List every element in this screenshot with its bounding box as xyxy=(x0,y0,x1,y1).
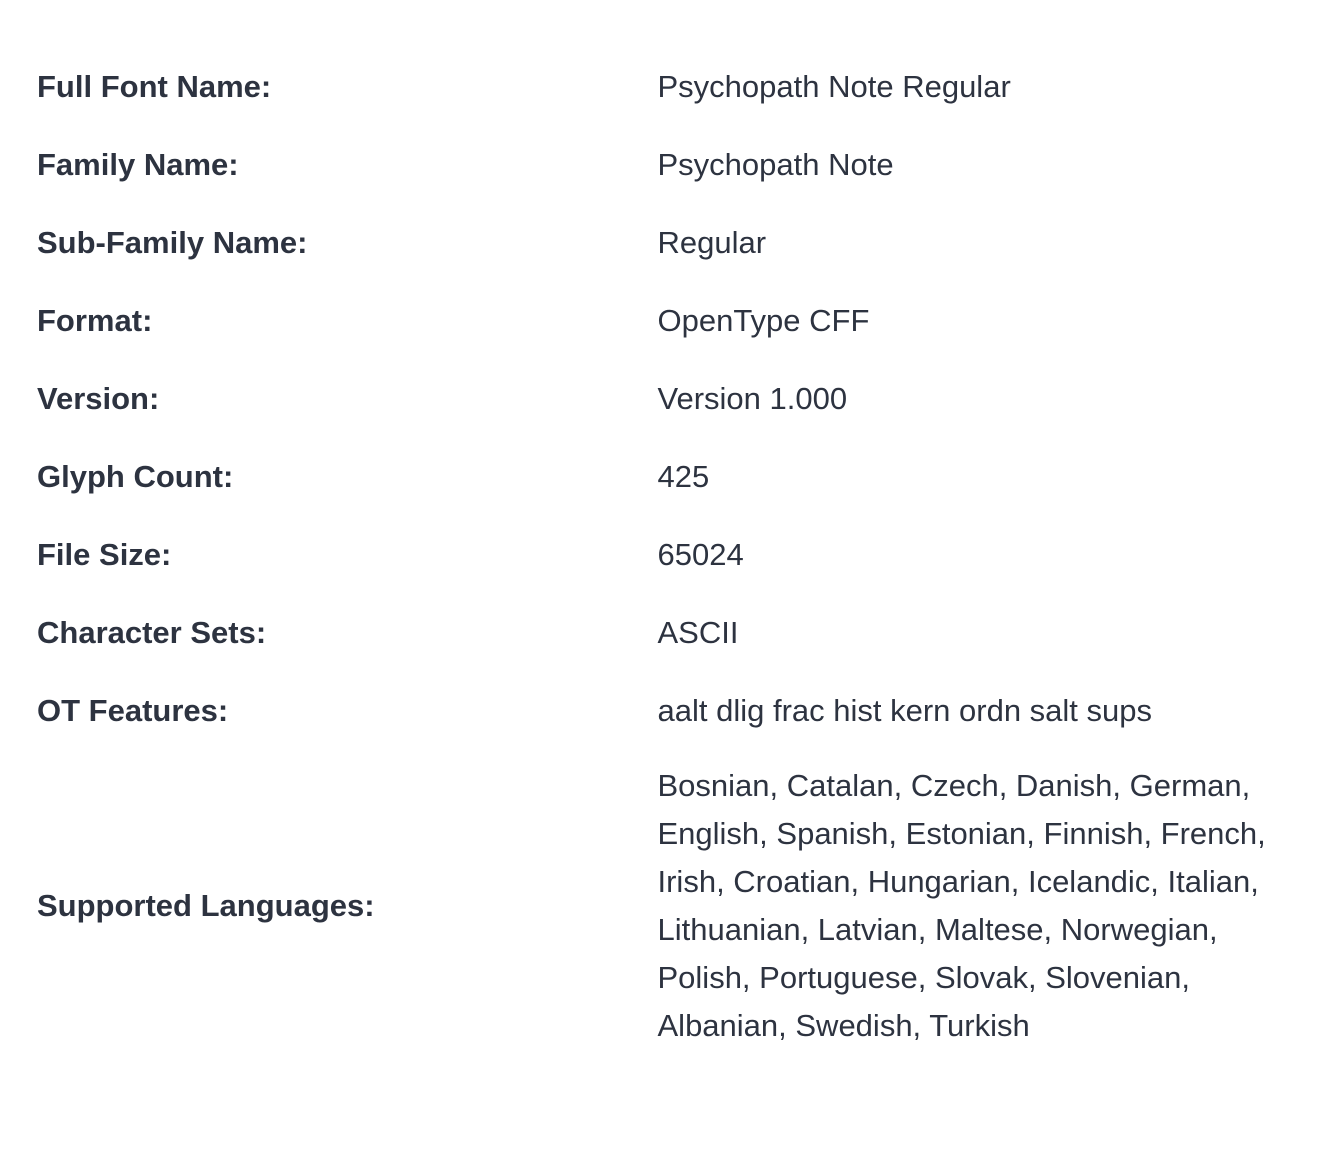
supported-languages-value: Bosnian, Catalan, Czech, Danish, German, English, Spanish, Estonian, Finnish, French, Irish, Croatian, Hungarian, Icelandic, Italian, Lithuanian, Latvian, Maltese, Norwegian, Polish, Portuguese, Slovak, Slovenian, Albanian, Swedish, Turkish xyxy=(657,768,1266,1043)
sub-family-name-value: Regular xyxy=(657,225,767,260)
character-sets-label: Character Sets: xyxy=(37,615,267,650)
full-font-name-value: Psychopath Note Regular xyxy=(657,69,1011,104)
file-size-label: File Size: xyxy=(37,537,172,572)
glyph-count-row xyxy=(37,438,1297,516)
version-value: Version 1.000 xyxy=(657,381,848,416)
file-size-value: 65024 xyxy=(657,537,744,572)
supported-languages-label: Supported Languages: xyxy=(37,888,375,923)
full-font-name-row xyxy=(37,48,1297,126)
family-name-label: Family Name: xyxy=(37,147,239,182)
family-name-value: Psychopath Note xyxy=(657,147,894,182)
version-row xyxy=(37,360,1297,438)
ot-features-label: OT Features: xyxy=(37,693,229,728)
sub-family-name-row xyxy=(37,204,1297,282)
family-name-row xyxy=(37,126,1297,204)
version-label: Version: xyxy=(37,381,160,416)
full-font-name-label: Full Font Name: xyxy=(37,69,272,104)
font-info-table xyxy=(37,48,1297,1062)
ot-features-value: aalt dlig frac hist kern ordn salt sups xyxy=(657,693,1153,728)
ot-features-row xyxy=(37,672,1297,750)
character-sets-row xyxy=(37,594,1297,672)
character-sets-value: ASCII xyxy=(657,615,739,650)
sub-family-name-label: Sub-Family Name: xyxy=(37,225,308,260)
format-row xyxy=(37,282,1297,360)
format-value: OpenType CFF xyxy=(657,303,870,338)
file-size-row xyxy=(37,516,1297,594)
glyph-count-value: 425 xyxy=(657,459,710,494)
format-label: Format: xyxy=(37,303,153,338)
glyph-count-label: Glyph Count: xyxy=(37,459,234,494)
supported-languages-row xyxy=(37,750,1297,1062)
